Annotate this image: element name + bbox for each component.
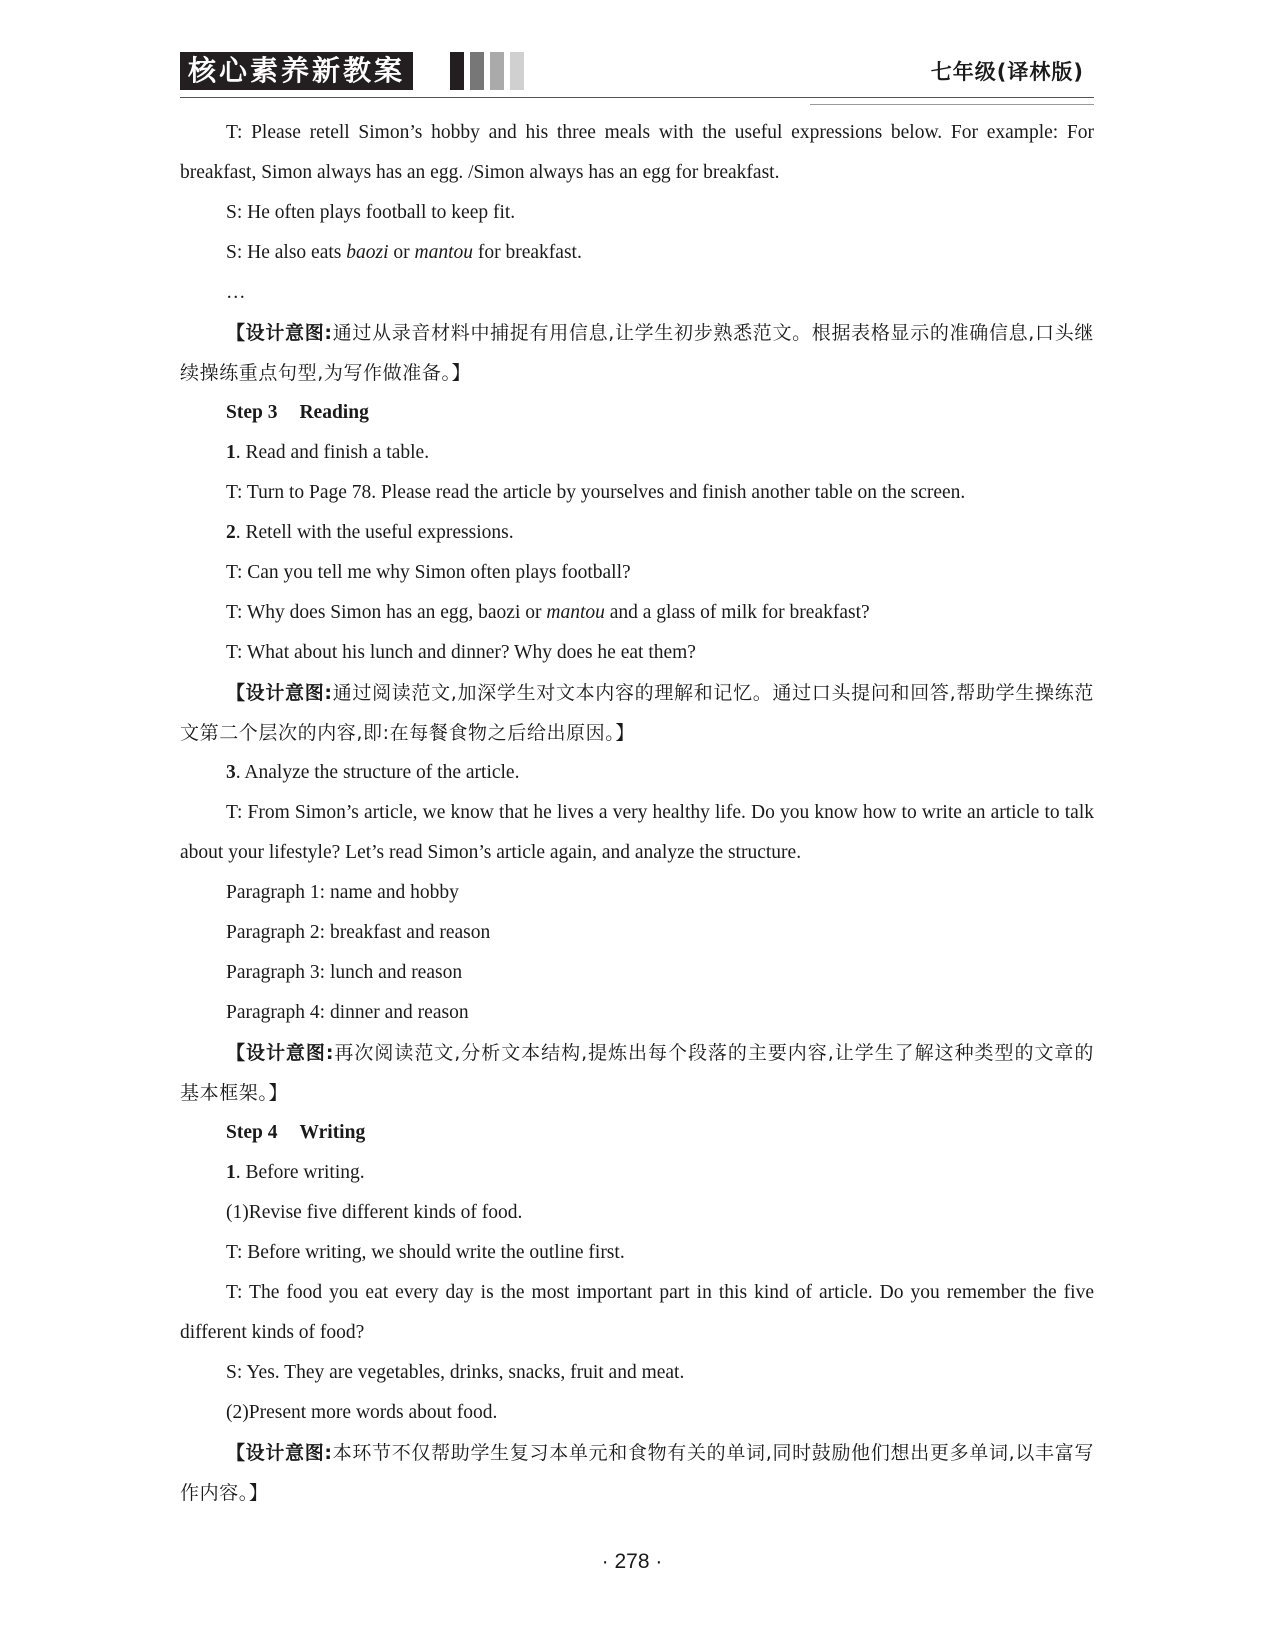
list-item: [180, 1153, 1094, 1193]
list-item: [180, 433, 1094, 473]
list-item: [180, 753, 1094, 793]
page-header: [180, 52, 1094, 96]
design-intent-note: [180, 1033, 1094, 1113]
note-label: 【设计意图:: [226, 682, 333, 704]
item-number: 3: [226, 762, 236, 783]
outline-item: Paragraph 3: lunch and reason: [226, 962, 463, 983]
item-text: . Analyze the structure of the article.: [235, 762, 520, 783]
design-intent-note: [180, 313, 1094, 393]
step-number: Step 4: [226, 1122, 278, 1143]
design-intent-note: [180, 673, 1094, 753]
header-rule: [180, 97, 1094, 98]
outline-item: Paragraph 2: breakfast and reason: [226, 922, 491, 943]
item-number: 1: [226, 442, 236, 463]
step-number: Step 3: [226, 402, 278, 423]
text-run: and a glass of milk for breakfast?: [604, 602, 870, 623]
paragraph: T: Please retell Simon’s hobby and his three meals with the useful expressions below. For example: For breakfast, Simon always has an egg. /Simon always has an egg for breakfast.: [180, 122, 1094, 183]
item-text: . Retell with the useful expressions.: [235, 522, 514, 543]
section-heading: [180, 1113, 1094, 1153]
paragraph: T: From Simon’s article, we know that he lives a very healthy life. Do you know how to write an article to talk about your lifestyle? Let’s read Simon’s article again, and analyze the structure.: [180, 802, 1094, 863]
section-heading: [180, 393, 1094, 433]
note-text: 通过从录音材料中捕捉有用信息,让学生初步熟悉范文。根据表格显示的准确信息,口头继续操练重点句型,为写作做准备。】: [180, 322, 1094, 384]
note-text: 通过阅读范文,加深学生对文本内容的理解和记忆。通过口头提问和回答,帮助学生操练范文第二个层次的内容,即:在每餐食物之后给出原因。】: [180, 682, 1094, 744]
step-title: Writing: [299, 1122, 366, 1143]
paragraph: [180, 593, 1094, 633]
note-text: 本环节不仅帮助学生复习本单元和食物有关的单词,同时鼓励他们想出更多单词,以丰富写作内容。】: [180, 1442, 1094, 1504]
text-run: S: He also eats: [226, 242, 347, 263]
paragraph: T: Can you tell me why Simon often plays football?: [226, 562, 631, 583]
text-run: or: [388, 242, 415, 263]
text-run: for breakfast.: [473, 242, 582, 263]
grade-label: 七年级(译林版): [930, 60, 1084, 84]
note-label: 【设计意图:: [226, 1442, 333, 1464]
italic-word: mantou: [414, 242, 473, 263]
page-body: [180, 113, 1094, 1513]
paragraph: S: He often plays football to keep fit.: [226, 202, 516, 223]
note-text: 再次阅读范文,分析文本结构,提炼出每个段落的主要内容,让学生了解这种类型的文章的基本框架。】: [180, 1042, 1095, 1104]
sub-item: (2)Present more words about food.: [226, 1402, 498, 1423]
item-number: 1: [226, 1162, 236, 1183]
paragraph: S: Yes. They are vegetables, drinks, snacks, fruit and meat.: [226, 1362, 685, 1383]
list-item: [180, 513, 1094, 553]
ellipsis: …: [226, 282, 246, 303]
note-label: 【设计意图:: [226, 322, 333, 344]
paragraph: T: Before writing, we should write the outline first.: [226, 1242, 625, 1263]
book-title-banner: 核心素养新教案: [180, 52, 413, 90]
page-number: · 278 ·: [601, 1550, 663, 1573]
paragraph: T: What about his lunch and dinner? Why does he eat them?: [226, 642, 696, 663]
decor-bar-3: [490, 52, 504, 90]
item-number: 2: [226, 522, 236, 543]
paragraph: T: Turn to Page 78. Please read the article by yourselves and finish another table on the screen.: [226, 482, 966, 503]
header-rule-short: [810, 104, 1094, 105]
paragraph: [180, 233, 1094, 273]
note-label: 【设计意图:: [226, 1042, 335, 1064]
step-title: Reading: [299, 402, 369, 423]
italic-word: baozi: [346, 242, 389, 263]
outline-item: Paragraph 1: name and hobby: [226, 882, 459, 903]
paragraph: T: The food you eat every day is the most important part in this kind of article. Do you remember the five different kinds of food?: [180, 1282, 1094, 1343]
sub-item: (1)Revise five different kinds of food.: [226, 1202, 523, 1223]
item-text: . Read and finish a table.: [235, 442, 430, 463]
design-intent-note: [180, 1433, 1094, 1513]
text-run: T: Why does Simon has an egg, baozi or: [226, 602, 547, 623]
italic-word: mantou: [546, 602, 605, 623]
decor-bar-1: [450, 52, 464, 90]
decor-bar-2: [470, 52, 484, 90]
item-text: . Before writing.: [235, 1162, 365, 1183]
decor-bar-4: [510, 52, 524, 90]
outline-item: Paragraph 4: dinner and reason: [226, 1002, 469, 1023]
